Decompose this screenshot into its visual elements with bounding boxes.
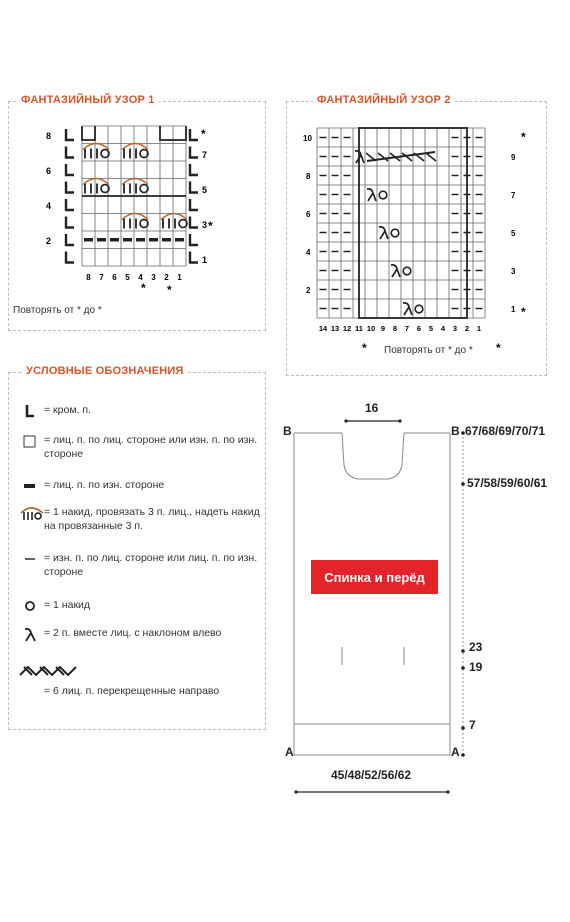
edge-stitch-icon [22,403,44,419]
p2-row-label: 2 [306,286,311,295]
pattern2-repeat-note: Повторять от * до * [384,345,473,356]
p2-row-label: 1 [511,305,516,314]
height-19-label: 19 [469,660,483,674]
edge-stitch-icon [190,129,198,140]
legend-title: УСЛОВНЫЕ ОБОЗНАЧЕНИЯ [22,365,188,377]
yarn-over-icon [403,267,411,275]
edge-stitch-icon [190,217,198,228]
pattern1-chart [36,122,216,294]
pattern2-title: ФАНТАЗИЙНЫЙ УЗОР 2 [313,94,455,106]
p2-row-label: 9 [511,153,516,162]
bold-dash-icon [162,238,171,242]
p1-row-label: 8 [46,131,52,141]
p2-row-label: 7 [511,191,516,200]
edge-stitch-icon [190,234,198,245]
p2-row-label: 6 [306,210,311,219]
p1-col-number: 2 [164,273,169,282]
p1-row-label: 7 [202,150,208,160]
p2-star: * [362,341,367,355]
p2-col-number: 2 [464,324,470,333]
corner-a-right: A [451,745,460,759]
p2-row-label: 10 [303,134,312,143]
height-7-label: 7 [469,718,476,732]
bold-dash-icon [84,238,93,242]
p2-col-number: 8 [392,324,398,333]
edge-stitch-icon [66,217,74,228]
p1-row-label: 6 [46,166,52,176]
edge-stitch-icon [66,252,74,263]
p2-row-label: 8 [306,172,311,181]
p1-col-number: 5 [125,273,130,282]
piece-label: Спинка и перёд [311,560,438,594]
p2-star: * [521,305,526,319]
yarn-over-pass-icon [16,505,44,521]
p2-col-number: 7 [404,324,410,333]
p1-star: * [141,281,146,294]
p1-row-label: 3 [202,220,208,230]
edge-stitch-icon [190,164,198,175]
p1-col-number: 6 [112,273,117,282]
pattern2-chart [300,124,535,364]
p2-star: * [521,130,526,144]
yarn-over-icon [415,305,423,313]
edge-stitch-icon [66,147,74,158]
edge-stitch-icon [66,182,74,193]
p1-star: * [167,283,172,294]
p2-col-number: 9 [380,324,386,333]
p2-col-number: 1 [476,324,482,333]
yarn-over-pass-icon [122,179,148,185]
p2-col-number: 5 [428,324,434,333]
edge-stitch-icon [190,252,198,263]
edge-stitch-icon [66,164,74,175]
empty-cell-icon [22,433,44,449]
edge-stitch-icon [66,199,74,210]
yarn-over-icon [22,598,44,614]
cable-right-icon [426,153,436,161]
bold-dash-icon [22,478,44,494]
p1-row-label: 2 [46,236,52,246]
edge-stitch-icon [66,129,74,140]
bold-dash-icon [149,238,158,242]
pattern1-repeat-note: Повторять от * до * [13,305,102,316]
garment-schematic [280,395,570,805]
p1-col-number: 7 [99,273,104,282]
yarn-over-pass-icon [122,214,148,220]
p2-col-number: 10 [366,324,376,333]
yarn-over-icon [391,229,399,237]
p1-row-label: 5 [202,185,208,195]
height-total-label: 67/68/69/70/71 [465,424,546,438]
p2-star: * [496,341,501,355]
p1-col-number: 3 [151,273,156,282]
bold-dash-icon [175,238,184,242]
p2-col-number: 13 [330,324,340,333]
cable-right-icon [18,663,78,679]
corner-a-left: A [285,745,294,759]
p2-col-number: 6 [416,324,422,333]
p2-col-number: 11 [355,324,363,333]
yarn-over-pass-icon [161,214,187,220]
p1-star: * [208,219,213,233]
corner-b-right: B [451,424,460,438]
p2-row-label: 3 [511,267,516,276]
edge-stitch-icon [190,182,198,193]
p2-row-label: 5 [511,229,516,238]
edge-stitch-icon [190,199,198,210]
p1-col-number: 8 [86,273,91,282]
thin-dash-icon [22,551,44,567]
p1-row-label: 1 [202,255,208,265]
bold-dash-icon [123,238,132,242]
corner-b-left: B [283,424,292,438]
yarn-over-pass-icon [83,144,109,150]
height-23-label: 23 [469,640,483,654]
yarn-over-pass-icon [83,179,109,185]
k2tog-left-icon [403,303,412,315]
k2tog-left-icon [391,265,400,277]
k2tog-left-icon [22,626,44,642]
p2-col-number: 3 [452,324,458,333]
edge-stitch-icon [66,234,74,245]
p2-col-number: 12 [342,324,352,333]
bold-dash-icon [110,238,119,242]
k2tog-left-icon [367,189,376,201]
k2tog-left-icon [379,227,388,239]
yarn-over-pass-icon [122,144,148,150]
yarn-over-icon [379,191,387,199]
height-armhole-label: 57/58/59/60/61 [467,476,548,490]
pattern1-title: ФАНТАЗИЙНЫЙ УЗОР 1 [17,94,159,106]
width-label: 45/48/52/56/62 [331,768,412,782]
p2-col-number: 14 [318,324,328,333]
bold-dash-icon [136,238,145,242]
p1-row-label: 4 [46,201,52,211]
bold-dash-icon [97,238,106,242]
p1-col-number: 1 [177,273,182,282]
p2-col-number: 4 [440,324,446,333]
neck-width-label: 16 [365,401,379,415]
p2-row-label: 4 [306,248,311,257]
edge-stitch-icon [190,147,198,158]
p1-star: * [201,127,206,141]
p1-col-number: 4 [138,273,143,282]
